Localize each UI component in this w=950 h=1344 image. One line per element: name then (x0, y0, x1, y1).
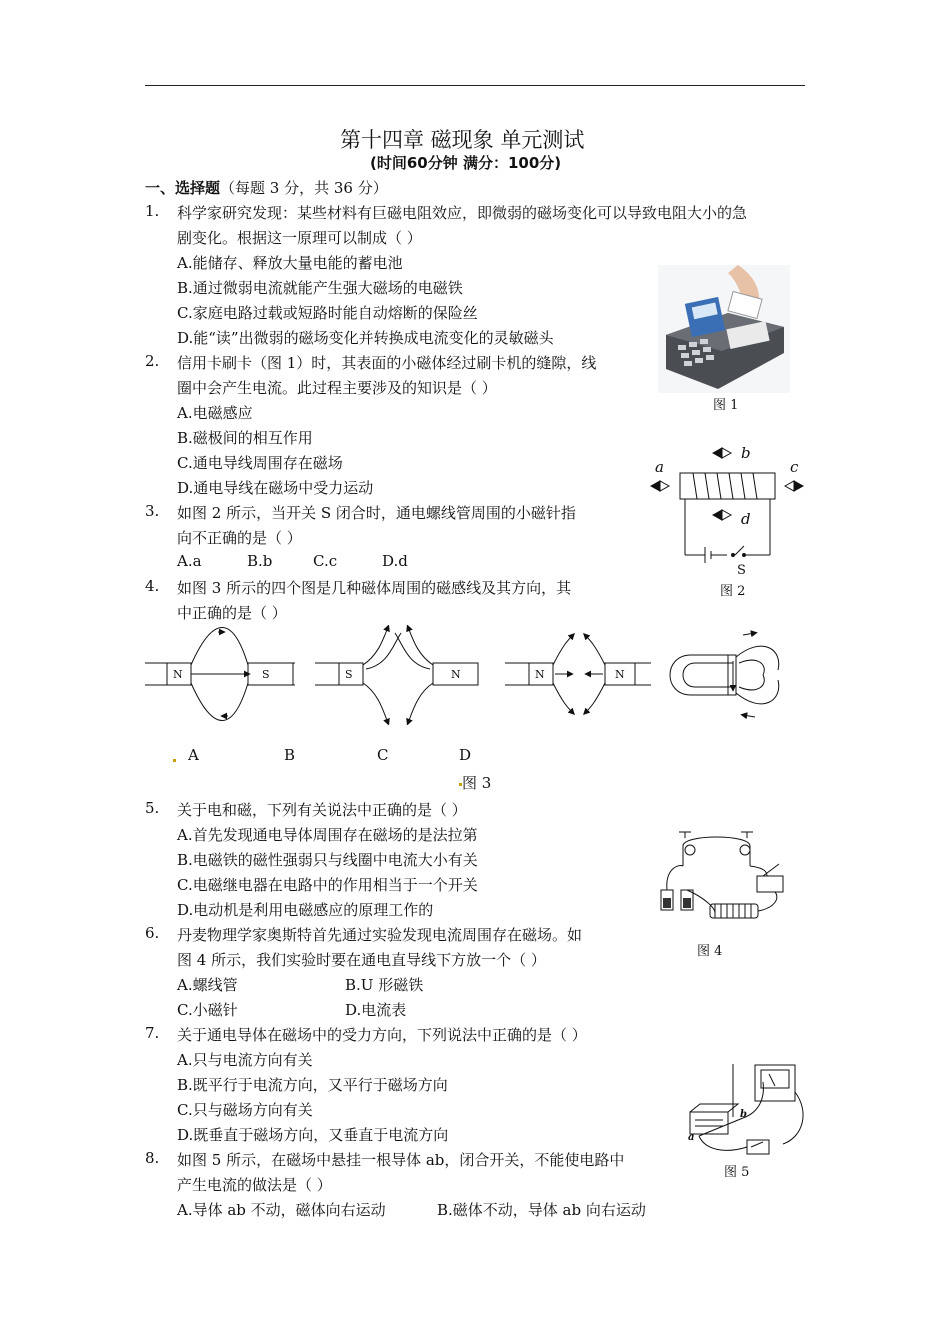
question-4-line-2: 中正确的是（ ） (177, 604, 287, 622)
question-3-option-d: D.d (382, 552, 408, 570)
question-8-line-2: 产生电流的做法是（ ） (177, 1176, 332, 1194)
section-note: （每题 3 分，共 36 分） (220, 179, 388, 197)
fig2-label-c: c (790, 458, 799, 476)
fig3-c-right-pole: N (615, 668, 625, 681)
question-3-option-a: A.a (177, 552, 202, 570)
question-2-line-2: 圈中会产生电流。此过程主要涉及的知识是（ ） (177, 379, 497, 397)
question-4-line-1: 如图 3 所示的四个图是几种磁体周围的磁感线及其方向，其 (177, 579, 572, 597)
fig3-a-right-pole: S (262, 668, 270, 681)
question-6-line-1: 丹麦物理学家奥斯特首先通过实验发现电流周围存在磁场。如 (177, 926, 583, 944)
figure-1-card-reader (658, 265, 790, 393)
figure-5-induction-setup (685, 1062, 810, 1162)
question-6-option-d: D.电流表 (345, 1001, 407, 1019)
question-1-option-a: A.能储存、释放大量电能的蓄电池 (177, 254, 403, 272)
question-7-option-a: A.只与电流方向有关 (177, 1051, 313, 1069)
stray-mark (173, 759, 176, 762)
figure-3-label-a: A (188, 746, 199, 764)
question-2-option-c: C.通电导线周围存在磁场 (177, 454, 343, 472)
question-5-option-a: A.首先发现通电导体周围存在磁场的是法拉第 (177, 826, 478, 844)
question-7-option-c: C.只与磁场方向有关 (177, 1101, 313, 1119)
question-2-option-b: B.磁极间的相互作用 (177, 429, 313, 447)
question-7-line-1: 关于通电导体在磁场中的受力方向，下列说法中正确的是（ ） (177, 1026, 587, 1044)
question-3-option-b: B.b (247, 552, 273, 570)
header-rule (145, 85, 805, 86)
question-1-option-c: C.家庭电路过载或短路时能自动熔断的保险丝 (177, 304, 478, 322)
question-8-option-a: A.导体 ab 不动，磁体向右运动 (177, 1201, 386, 1219)
figure-3-label-d: D (459, 746, 472, 764)
question-6-option-b: B.U 形磁铁 (345, 976, 424, 994)
fig5-label-a: a (688, 1132, 695, 1143)
question-5-option-d: D.电动机是利用电磁感应的原理工作的 (177, 901, 434, 919)
figure-3-label-b: B (284, 746, 296, 764)
question-2-option-d: D.通电导线在磁场中受力运动 (177, 479, 374, 497)
question-7-option-b: B.既平行于电流方向，又平行于磁场方向 (177, 1076, 448, 1094)
figure-4-apparatus (655, 828, 795, 928)
figure-3-label-c: C (377, 746, 389, 764)
question-2-number: 2. (145, 352, 160, 370)
question-5-option-b: B.电磁铁的磁性强弱只与线圈中电流大小有关 (177, 851, 478, 869)
figure-2-circuit (645, 440, 810, 580)
question-5-line-1: 关于电和磁，下列有关说法中正确的是（ ） (177, 801, 467, 819)
question-3-option-c: C.c (313, 552, 338, 570)
question-8-line-1: 如图 5 所示，在磁场中悬挂一根导体 ab，闭合开关，不能使电路中 (177, 1151, 625, 1169)
question-8-number: 8. (145, 1149, 160, 1167)
question-3-line-2: 向不正确的是（ ） (177, 529, 302, 547)
question-3-line-1: 如图 2 所示，当开关 S 闭合时，通电螺线管周围的小磁针指 (177, 504, 576, 522)
page-subtitle: (时间60分钟 满分：100分) (370, 154, 562, 172)
fig3-b-right-pole: N (451, 668, 461, 681)
question-1-option-d: D.能“读”出微弱的磁场变化并转换成电流变化的灵敏磁头 (177, 329, 554, 347)
question-8-option-b: B.磁体不动，导体 ab 向右运动 (437, 1201, 646, 1219)
question-7-option-d: D.既垂直于磁场方向，又垂直于电流方向 (177, 1126, 449, 1144)
fig3-c-left-pole: N (535, 668, 545, 681)
question-6-option-a: A.螺线管 (177, 976, 238, 994)
stray-mark (459, 783, 462, 786)
question-6-line-2: 图 4 所示，我们实验时要在通电直导线下方放一个（ ） (177, 951, 546, 969)
question-3-number: 3. (145, 502, 160, 520)
question-6-number: 6. (145, 924, 160, 942)
question-2-line-1: 信用卡刷卡（图 1）时，其表面的小磁体经过刷卡机的缝隙，线 (177, 354, 597, 372)
question-6-option-c: C.小磁针 (177, 1001, 238, 1019)
question-2-option-a: A.电磁感应 (177, 404, 253, 422)
question-7-number: 7. (145, 1024, 160, 1042)
question-5-option-c: C.电磁继电器在电路中的作用相当于一个开关 (177, 876, 478, 894)
question-1-number: 1. (145, 202, 160, 220)
question-1-line-1: 科学家研究发现：某些材料有巨磁电阻效应，即微弱的磁场变化可以导致电阻大小的急 (177, 204, 748, 222)
question-1-option-b: B.通过微弱电流就能产生强大磁场的电磁铁 (177, 279, 463, 297)
figure-3-diagram (143, 625, 788, 725)
page-title: 第十四章 磁现象 单元测试 (340, 128, 585, 152)
figure-4-caption: 图 4 (697, 944, 723, 959)
figure-3-caption: 图 3 (462, 774, 492, 792)
fig3-a-left-pole: N (173, 668, 183, 681)
section-label: 一、选择题 (145, 179, 221, 197)
fig3-b-left-pole: S (345, 668, 353, 681)
fig5-label-b: b (740, 1109, 747, 1120)
question-4-number: 4. (145, 577, 160, 595)
question-1-line-2: 剧变化。根据这一原理可以制成（ ） (177, 229, 422, 247)
fig2-label-b: b (741, 444, 751, 462)
section-heading (145, 177, 388, 198)
figure-1-caption: 图 1 (713, 398, 739, 413)
fig2-switch-label: S (737, 563, 746, 578)
fig2-label-d: d (741, 510, 751, 528)
figure-5-caption: 图 5 (724, 1165, 750, 1180)
question-5-number: 5. (145, 799, 160, 817)
figure-2-caption: 图 2 (720, 584, 746, 599)
fig2-label-a: a (655, 458, 664, 476)
